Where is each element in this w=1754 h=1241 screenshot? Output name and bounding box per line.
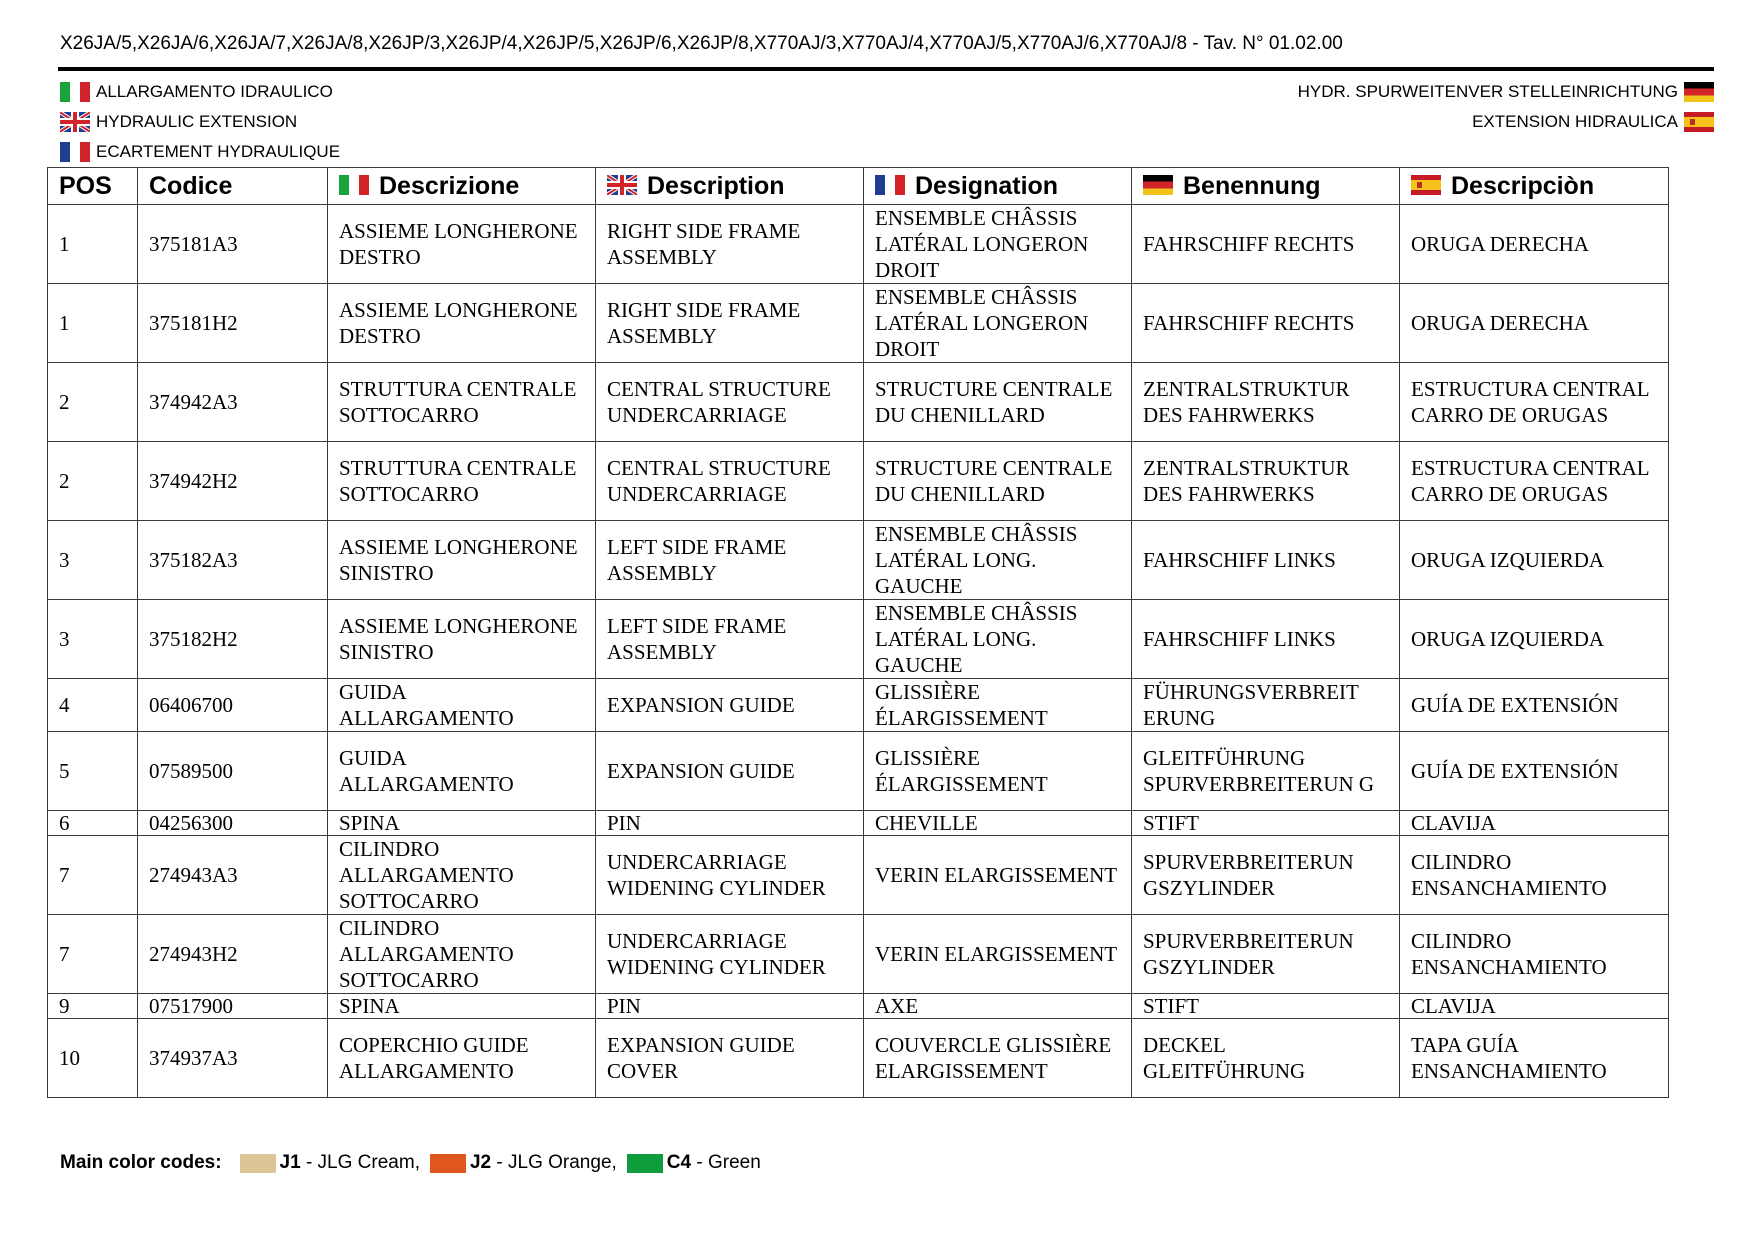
column-header-label: Descrizione — [379, 171, 520, 200]
cell-code: 04256300 — [138, 811, 328, 836]
column-header-french — [864, 168, 1132, 205]
column-header-italian — [328, 168, 596, 205]
color-code-j2 — [430, 1152, 617, 1174]
cell-description-it: SPINA — [328, 811, 596, 836]
cell-pos: 4 — [48, 679, 138, 732]
table-row — [48, 679, 1669, 732]
cell-pos: 3 — [48, 600, 138, 679]
cell-code: 375182A3 — [138, 521, 328, 600]
cell-description-en: LEFT SIDE FRAME ASSEMBLY — [596, 521, 864, 600]
column-header-german — [1132, 168, 1400, 205]
column-header-spanish — [1400, 168, 1669, 205]
table-row — [48, 836, 1669, 915]
color-code-name: - JLG Orange, — [491, 1152, 617, 1173]
germany-flag-icon — [1143, 175, 1173, 195]
cell-description-es: CLAVIJA — [1400, 811, 1669, 836]
cell-description-es: GUÍA DE EXTENSIÓN — [1400, 732, 1669, 811]
parts-table — [47, 167, 1669, 1098]
cell-description-de: FÜHRUNGSVERBREIT ERUNG — [1132, 679, 1400, 732]
cell-description-en: EXPANSION GUIDE COVER — [596, 1019, 864, 1098]
cell-description-de: FAHRSCHIFF RECHTS — [1132, 205, 1400, 284]
cell-description-de: STIFT — [1132, 994, 1400, 1019]
cell-pos: 3 — [48, 521, 138, 600]
color-codes-label: Main color codes: — [60, 1152, 222, 1173]
cell-description-fr: GLISSIÈRE ÉLARGISSEMENT — [864, 679, 1132, 732]
cell-code: 374942H2 — [138, 442, 328, 521]
cell-pos: 10 — [48, 1019, 138, 1098]
cream-color-swatch — [240, 1154, 276, 1173]
language-line-german — [1298, 80, 1714, 104]
cell-code: 375181A3 — [138, 205, 328, 284]
cell-description-de: SPURVERBREITERUN GSZYLINDER — [1132, 915, 1400, 994]
cell-description-es: CILINDRO ENSANCHAMIENTO — [1400, 836, 1669, 915]
cell-description-en: PIN — [596, 994, 864, 1019]
cell-description-it: GUIDA ALLARGAMENTO — [328, 732, 596, 811]
cell-description-fr: VERIN ELARGISSEMENT — [864, 836, 1132, 915]
color-code-j1 — [240, 1152, 420, 1174]
cell-description-fr: VERIN ELARGISSEMENT — [864, 915, 1132, 994]
cell-description-fr: STRUCTURE CENTRALE DU CHENILLARD — [864, 442, 1132, 521]
cell-description-es: GUÍA DE EXTENSIÓN — [1400, 679, 1669, 732]
cell-description-de: FAHRSCHIFF LINKS — [1132, 521, 1400, 600]
cell-description-fr: STRUCTURE CENTRALE DU CHENILLARD — [864, 363, 1132, 442]
cell-pos: 1 — [48, 284, 138, 363]
color-code-id: J1 — [279, 1152, 301, 1173]
column-header-english — [596, 168, 864, 205]
cell-description-fr: ENSEMBLE CHÂSSIS LATÉRAL LONGERON DROIT — [864, 205, 1132, 284]
language-line-spanish — [1472, 110, 1714, 134]
cell-description-en: RIGHT SIDE FRAME ASSEMBLY — [596, 284, 864, 363]
table-row — [48, 732, 1669, 811]
color-code-name: - JLG Cream, — [300, 1152, 420, 1173]
language-text-german: HYDR. SPURWEITENVER STELLEINRICHTUNG — [1297, 82, 1678, 101]
uk-flag-icon — [60, 112, 90, 132]
column-header-pos — [48, 168, 138, 205]
column-header-label: Description — [647, 171, 785, 200]
germany-flag-icon — [1684, 82, 1714, 102]
cell-description-fr: ENSEMBLE CHÂSSIS LATÉRAL LONG. GAUCHE — [864, 600, 1132, 679]
column-header-label: Benennung — [1183, 171, 1321, 200]
cell-code: 375182H2 — [138, 600, 328, 679]
language-line-french — [60, 140, 340, 164]
cell-description-fr: GLISSIÈRE ÉLARGISSEMENT — [864, 732, 1132, 811]
cell-description-de: ZENTRALSTRUKTUR DES FAHRWERKS — [1132, 363, 1400, 442]
cell-description-it: STRUTTURA CENTRALE SOTTOCARRO — [328, 442, 596, 521]
cell-pos: 2 — [48, 363, 138, 442]
cell-description-it: CILINDRO ALLARGAMENTO SOTTOCARRO — [328, 915, 596, 994]
green-color-swatch — [627, 1154, 663, 1173]
cell-description-es: ORUGA IZQUIERDA — [1400, 521, 1669, 600]
cell-description-es: ORUGA DERECHA — [1400, 205, 1669, 284]
cell-description-it: ASSIEME LONGHERONE DESTRO — [328, 205, 596, 284]
title-divider — [58, 67, 1714, 71]
cell-description-it: GUIDA ALLARGAMENTO — [328, 679, 596, 732]
column-header-code — [138, 168, 328, 205]
language-text-english: HYDRAULIC EXTENSION — [96, 112, 298, 131]
language-text-italian: ALLARGAMENTO IDRAULICO — [96, 82, 333, 101]
cell-code: 274943H2 — [138, 915, 328, 994]
cell-description-es: CLAVIJA — [1400, 994, 1669, 1019]
color-code-id: C4 — [666, 1152, 692, 1173]
table-row — [48, 205, 1669, 284]
cell-code: 374937A3 — [138, 1019, 328, 1098]
cell-code: 07589500 — [138, 732, 328, 811]
language-line-italian — [60, 80, 333, 104]
table-row — [48, 442, 1669, 521]
color-code-c4 — [627, 1152, 761, 1174]
table-row — [48, 600, 1669, 679]
cell-description-it: ASSIEME LONGHERONE DESTRO — [328, 284, 596, 363]
column-header-label: Descripciòn — [1451, 171, 1595, 200]
table-row — [48, 915, 1669, 994]
cell-description-it: STRUTTURA CENTRALE SOTTOCARRO — [328, 363, 596, 442]
table-row — [48, 363, 1669, 442]
cell-description-en: CENTRAL STRUCTURE UNDERCARRIAGE — [596, 442, 864, 521]
cell-description-de: DECKEL GLEITFÜHRUNG — [1132, 1019, 1400, 1098]
table-header-row — [48, 168, 1669, 205]
color-codes-legend — [60, 1152, 771, 1174]
cell-description-en: PIN — [596, 811, 864, 836]
france-flag-icon — [60, 142, 90, 162]
cell-description-it: CILINDRO ALLARGAMENTO SOTTOCARRO — [328, 836, 596, 915]
cell-description-en: LEFT SIDE FRAME ASSEMBLY — [596, 600, 864, 679]
cell-code: 375181H2 — [138, 284, 328, 363]
cell-pos: 2 — [48, 442, 138, 521]
cell-description-fr: ENSEMBLE CHÂSSIS LATÉRAL LONGERON DROIT — [864, 284, 1132, 363]
color-code-id: J2 — [469, 1152, 492, 1173]
column-header-label: POS — [59, 171, 112, 200]
cell-code: 374942A3 — [138, 363, 328, 442]
cell-pos: 7 — [48, 915, 138, 994]
cell-pos: 5 — [48, 732, 138, 811]
cell-description-en: UNDERCARRIAGE WIDENING CYLINDER — [596, 915, 864, 994]
cell-description-de: FAHRSCHIFF RECHTS — [1132, 284, 1400, 363]
italy-flag-icon — [60, 82, 90, 102]
cell-description-es: ESTRUCTURA CENTRAL CARRO DE ORUGAS — [1400, 363, 1669, 442]
cell-description-es: CILINDRO ENSANCHAMIENTO — [1400, 915, 1669, 994]
cell-description-de: ZENTRALSTRUKTUR DES FAHRWERKS — [1132, 442, 1400, 521]
cell-description-fr: AXE — [864, 994, 1132, 1019]
cell-description-it: ASSIEME LONGHERONE SINISTRO — [328, 521, 596, 600]
cell-description-es: TAPA GUÍA ENSANCHAMIENTO — [1400, 1019, 1669, 1098]
cell-description-de: GLEITFÜHRUNG SPURVERBREITERUN G — [1132, 732, 1400, 811]
cell-description-fr: COUVERCLE GLISSIÈRE ELARGISSEMENT — [864, 1019, 1132, 1098]
cell-description-it: ASSIEME LONGHERONE SINISTRO — [328, 600, 596, 679]
table-row — [48, 994, 1669, 1019]
cell-pos: 9 — [48, 994, 138, 1019]
table-row — [48, 811, 1669, 836]
language-text-spanish: EXTENSION HIDRAULICA — [1472, 112, 1678, 131]
column-header-label: Designation — [915, 171, 1059, 200]
table-row — [48, 521, 1669, 600]
table-row — [48, 1019, 1669, 1098]
cell-description-en: RIGHT SIDE FRAME ASSEMBLY — [596, 205, 864, 284]
spain-flag-icon — [1411, 175, 1441, 195]
column-header-label: Codice — [149, 171, 233, 200]
cell-description-de: STIFT — [1132, 811, 1400, 836]
table-row — [48, 284, 1669, 363]
cell-description-de: FAHRSCHIFF LINKS — [1132, 600, 1400, 679]
cell-description-en: UNDERCARRIAGE WIDENING CYLINDER — [596, 836, 864, 915]
cell-code: 274943A3 — [138, 836, 328, 915]
cell-pos: 6 — [48, 811, 138, 836]
cell-code: 06406700 — [138, 679, 328, 732]
language-line-english — [60, 110, 297, 134]
cell-description-en: CENTRAL STRUCTURE UNDERCARRIAGE — [596, 363, 864, 442]
language-text-french: ECARTEMENT HYDRAULIQUE — [96, 142, 341, 161]
cell-description-it: SPINA — [328, 994, 596, 1019]
color-code-name: - Green — [691, 1152, 761, 1173]
france-flag-icon — [875, 175, 905, 195]
document-title: X26JA/5,X26JA/6,X26JA/7,X26JA/8,X26JP/3,X26JP/4,X26JP/5,X26JP/6,X26JP/8,X770AJ/3,X770AJ/4,X770AJ/5,X770AJ/6,X770AJ/8 - Tav. N° 01.02.00 — [60, 33, 1343, 54]
cell-description-de: SPURVERBREITERUN GSZYLINDER — [1132, 836, 1400, 915]
cell-code: 07517900 — [138, 994, 328, 1019]
cell-description-es: ORUGA DERECHA — [1400, 284, 1669, 363]
uk-flag-icon — [607, 175, 637, 195]
cell-description-en: EXPANSION GUIDE — [596, 732, 864, 811]
cell-description-es: ESTRUCTURA CENTRAL CARRO DE ORUGAS — [1400, 442, 1669, 521]
cell-pos: 1 — [48, 205, 138, 284]
cell-description-fr: ENSEMBLE CHÂSSIS LATÉRAL LONG. GAUCHE — [864, 521, 1132, 600]
orange-color-swatch — [430, 1154, 466, 1173]
cell-pos: 7 — [48, 836, 138, 915]
italy-flag-icon — [339, 175, 369, 195]
spain-flag-icon — [1684, 112, 1714, 132]
cell-description-fr: CHEVILLE — [864, 811, 1132, 836]
cell-description-it: COPERCHIO GUIDE ALLARGAMENTO — [328, 1019, 596, 1098]
cell-description-es: ORUGA IZQUIERDA — [1400, 600, 1669, 679]
cell-description-en: EXPANSION GUIDE — [596, 679, 864, 732]
